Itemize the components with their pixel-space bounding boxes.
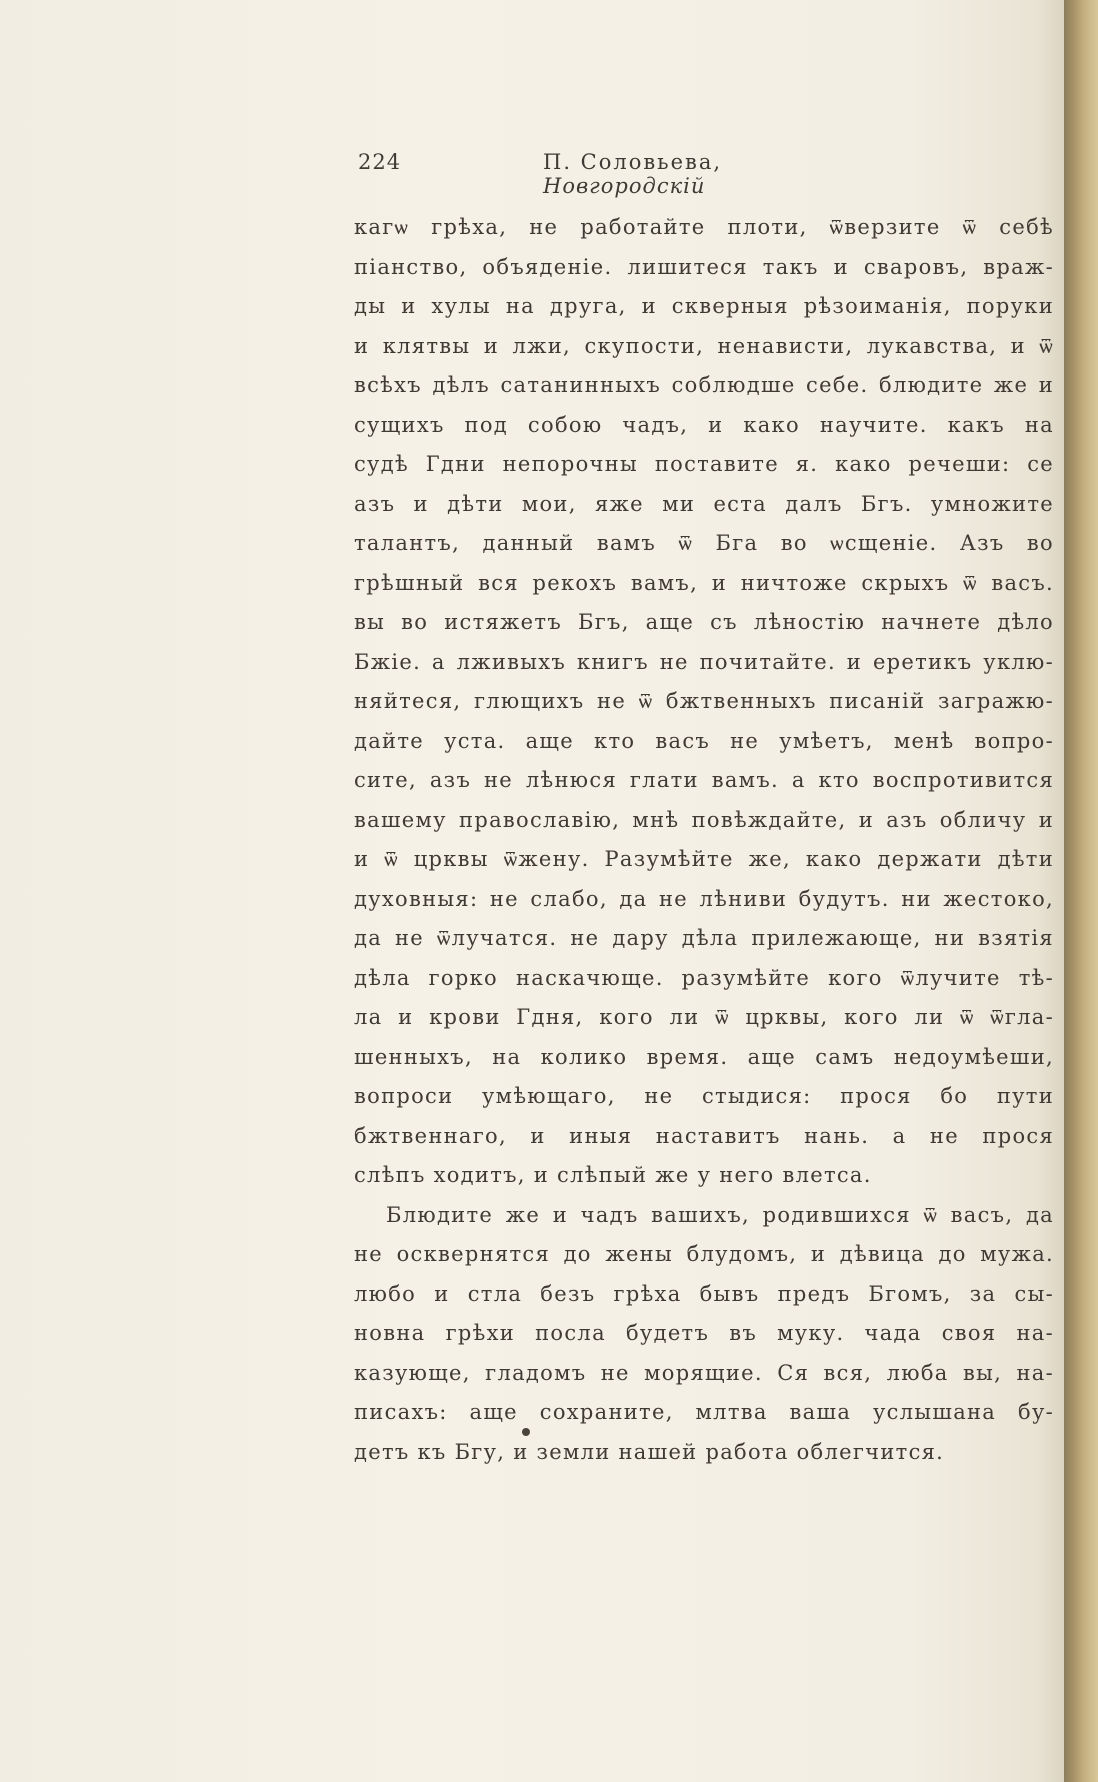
paragraph-1-line: вы во истяжетъ Бгъ, аще съ лѣностiю начнете дѣло <box>354 610 1054 634</box>
header-author: П. Соловьева, <box>543 150 723 174</box>
page-number: 224 <box>358 150 402 174</box>
header-title: Новгородскiй <box>543 174 706 198</box>
header-text <box>543 150 888 198</box>
paragraph-1-line: дѣла горко наскачюще. разумѣйте кого ѿлучите тѣ- <box>354 965 1054 990</box>
paragraph-1-line: и клятвы и лжи, скупости, ненависти, лукавства, и ѿ <box>354 333 1054 358</box>
paragraph-1-line: кагѡ грѣха, не работайте плоти, ѿверзите ѿ себѣ <box>354 215 1054 239</box>
paragraph-1-line: слѣпъ ходитъ, и слѣпый же у него влетса. <box>354 1163 872 1187</box>
paragraph-1-line: бжтвеннаго, и иныя наставитъ нань. а не прося <box>354 1123 1054 1148</box>
paragraph-1-line: няйтеся, глющихъ не ѿ бжтвенныхъ писанiй загражю- <box>354 689 1054 713</box>
paragraph-1-line: шенныхъ, на колико время. аще самъ недоумѣеши, <box>354 1044 1054 1069</box>
paragraph-1-line: духовныя: не слабо, да не лѣниви будутъ. ни жестоко, <box>354 886 1054 911</box>
paragraph-1-line: пiанство, объяденiе. лишитеся такъ и сваровъ, враж- <box>354 254 1054 279</box>
paragraph-2-line: новна грѣхи посла будетъ въ муку. чада своя на- <box>354 1321 1054 1345</box>
paragraph-2-line: не осквернятся до жены блудомъ, и дѣвица до мужа. <box>354 1242 1054 1266</box>
paragraph-1-line: грѣшный вся рекохъ вамъ, и ничтоже скрыхъ ѿ васъ. <box>354 570 1054 595</box>
paragraph-2-line: писахъ: аще сохраните, млтва ваша услышана бу- <box>354 1400 1054 1424</box>
footer-dot-mark <box>522 1428 530 1436</box>
paragraph-1-line: да не ѿлучатся. не дару дѣла прилежающе, ни взятiя <box>354 926 1054 950</box>
running-head <box>358 150 888 198</box>
paragraph-1-line: вашему православiю, мнѣ повѣждайте, и азъ обличу и <box>354 807 1054 832</box>
book-spine-edge <box>1064 0 1098 1782</box>
paragraph-1-line: сущихъ под собою чадъ, и како научите. какъ на <box>354 412 1054 437</box>
paragraph-1-line: дайте уста. аще кто васъ не умѣетъ, менѣ вопро- <box>354 728 1054 753</box>
paragraph-2-line: казующе, гладомъ не морящие. Ся вся, люба вы, на- <box>354 1360 1054 1385</box>
paragraph-1-line: всѣхъ дѣлъ сатанинныхъ соблюдше себе. блюдите же и <box>354 373 1054 397</box>
paragraph-1-line: талантъ, данный вамъ ѿ Бга во ѡсщенiе. Азъ во <box>354 531 1054 555</box>
paragraph-1-line: и ѿ црквы ѿжену. Разумѣйте же, како держати дѣти <box>354 847 1054 871</box>
paragraph-1-line: ла и крови Гдня, кого ли ѿ црквы, кого ли ѿ ѿгла- <box>354 1005 1054 1029</box>
paragraph-2-line: любо и стла безъ грѣха бывъ предъ Бгомъ, за сы- <box>354 1281 1054 1306</box>
body-text <box>354 208 1054 1472</box>
paragraph-1-line: Бжiе. а лживыхъ книгъ не почитайте. и еретикъ уклю- <box>354 649 1054 674</box>
paragraph-1-line: судѣ Гдни непорочны поставите я. како речеши: се <box>354 452 1054 476</box>
paragraph-1-line: ды и хулы на друга, и скверныя рѣзоиманiя, поруки <box>354 294 1054 318</box>
paragraph-1-line: вопроси умѣющаго, не стыдися: прося бо пути <box>354 1084 1054 1108</box>
paragraph-2-line: детъ къ Бгу, и земли нашей работа облегчится. <box>354 1439 945 1464</box>
paragraph-1-line: сите, азъ не лѣнюся глати вамъ. а кто воспротивится <box>354 768 1054 792</box>
paragraph-1-line: азъ и дѣти мои, яже ми еста далъ Бгъ. умножите <box>354 491 1054 516</box>
paragraph-2-line: Блюдите же и чадъ вашихъ, родившихся ѿ васъ, да <box>386 1202 1054 1227</box>
